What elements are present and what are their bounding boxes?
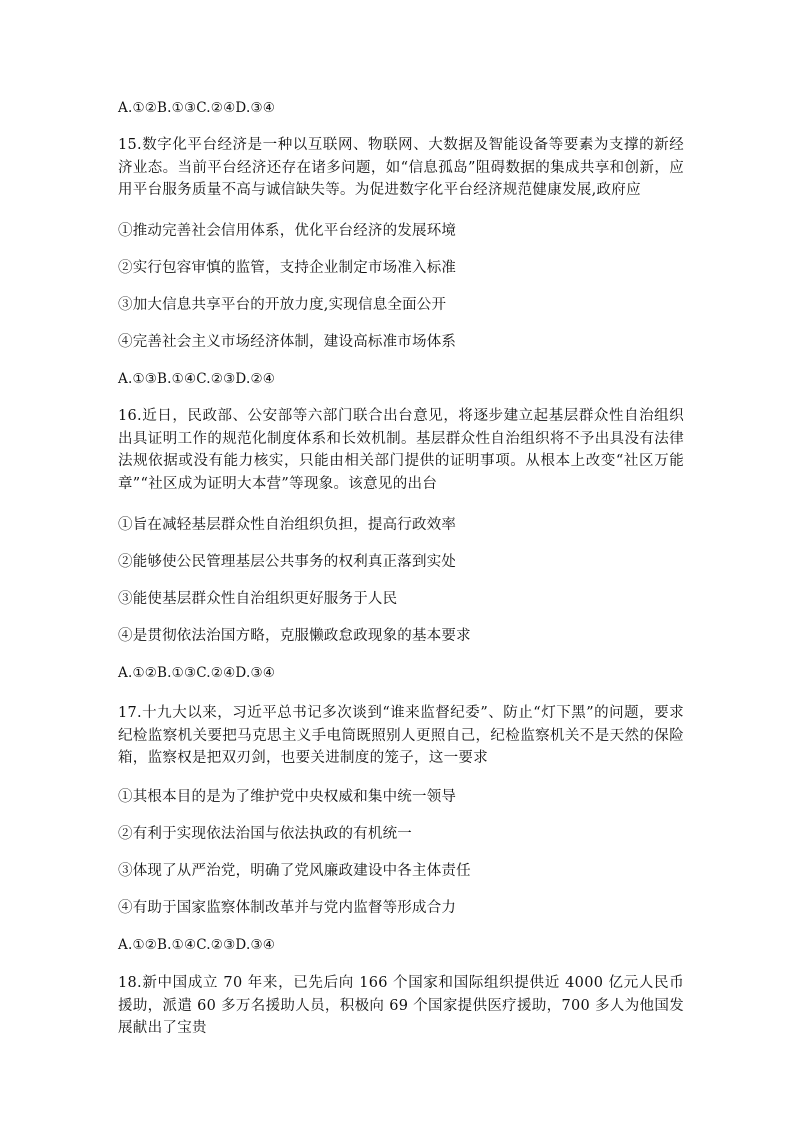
q17-answer-options: A.①②B.①④C.②③D.③④ <box>118 937 276 953</box>
q15-answer-options: A.①③B.①④C.②③D.②④ <box>118 371 276 387</box>
q15-item-1: ①推动完善社会信用体系，优化平台经济的发展环境 <box>118 223 457 239</box>
q17-item-2: ②有利于实现依法治国与依法执政的有机统一 <box>118 826 412 842</box>
q15-stem: 15.数字化平台经济是一种以互联网、物联网、大数据及智能设备等要素为支撑的新经济业态。当前平台经济还存在诸多问题，如“信息孤岛”阻碍数据的集成共享和创新，应用平台服务质量不高与诚信缺失等。为促进数字化平台经济规范健康发展,政府应 <box>118 137 684 198</box>
q16-item-3: ③能使基层群众性自治组织更好服务于人民 <box>118 591 398 607</box>
q15-item-2: ②实行包容审慎的监管，支持企业制定市场准入标准 <box>118 260 457 276</box>
q17-item-3: ③体现了从严治党，明确了党风廉政建设中各主体责任 <box>118 863 471 879</box>
q15-item-3: ③加大信息共享平台的开放力度,实现信息全面公开 <box>118 297 447 313</box>
q16-item-1: ①旨在减轻基层群众性自治组织负担，提高行政效率 <box>118 517 457 533</box>
q17-item-4: ④有助于国家监察体制改革并与党内监督等形成合力 <box>118 900 457 916</box>
q16-answer-options: A.①②B.①③C.②④D.③④ <box>118 665 276 681</box>
q16-item-4: ④是贯彻依法治国方略，克服懒政怠政现象的基本要求 <box>118 628 471 644</box>
q18-stem: 18.新中国成立 70 年来，已先后向 166 个国家和国际组织提供近 4000 亿元人民币援助，派遣 60 多万名援助人员，积极向 69 个国家提供医疗援助，700 多人为他国发展献出了宝贵 <box>118 975 684 1036</box>
q17-item-1: ①其根本目的是为了维护党中央权威和集中统一领导 <box>118 789 457 805</box>
q14-answer-options: A.①②B.①③C.②④D.③④ <box>118 100 276 116</box>
q17-stem: 17.十九大以来，习近平总书记多次谈到“谁来监督纪委”、防止“灯下黑”的问题，要求纪检监察机关要把马克思主义手电筒既照别人更照自己，纪检监察机关不是天然的保险箱，监察权是把双刃剑，也要关进制度的笼子，这一要求 <box>118 705 684 766</box>
q16-item-2: ②能够使公民管理基层公共事务的权利真正落到实处 <box>118 554 457 570</box>
q15-item-4: ④完善社会主义市场经济体制，建设高标准市场体系 <box>118 334 457 350</box>
q16-stem: 16.近日，民政部、公安部等六部门联合出台意见，将逐步建立起基层群众性自治组织出具证明工作的规范化制度体系和长效机制。基层群众性自治组织将不予出具没有法律法规依据或没有能力核实，只能由相关部门提供的证明事项。从根本上改变“社区万能章”“社区成为证明大本营”等现象。该意见的出台 <box>118 408 684 492</box>
